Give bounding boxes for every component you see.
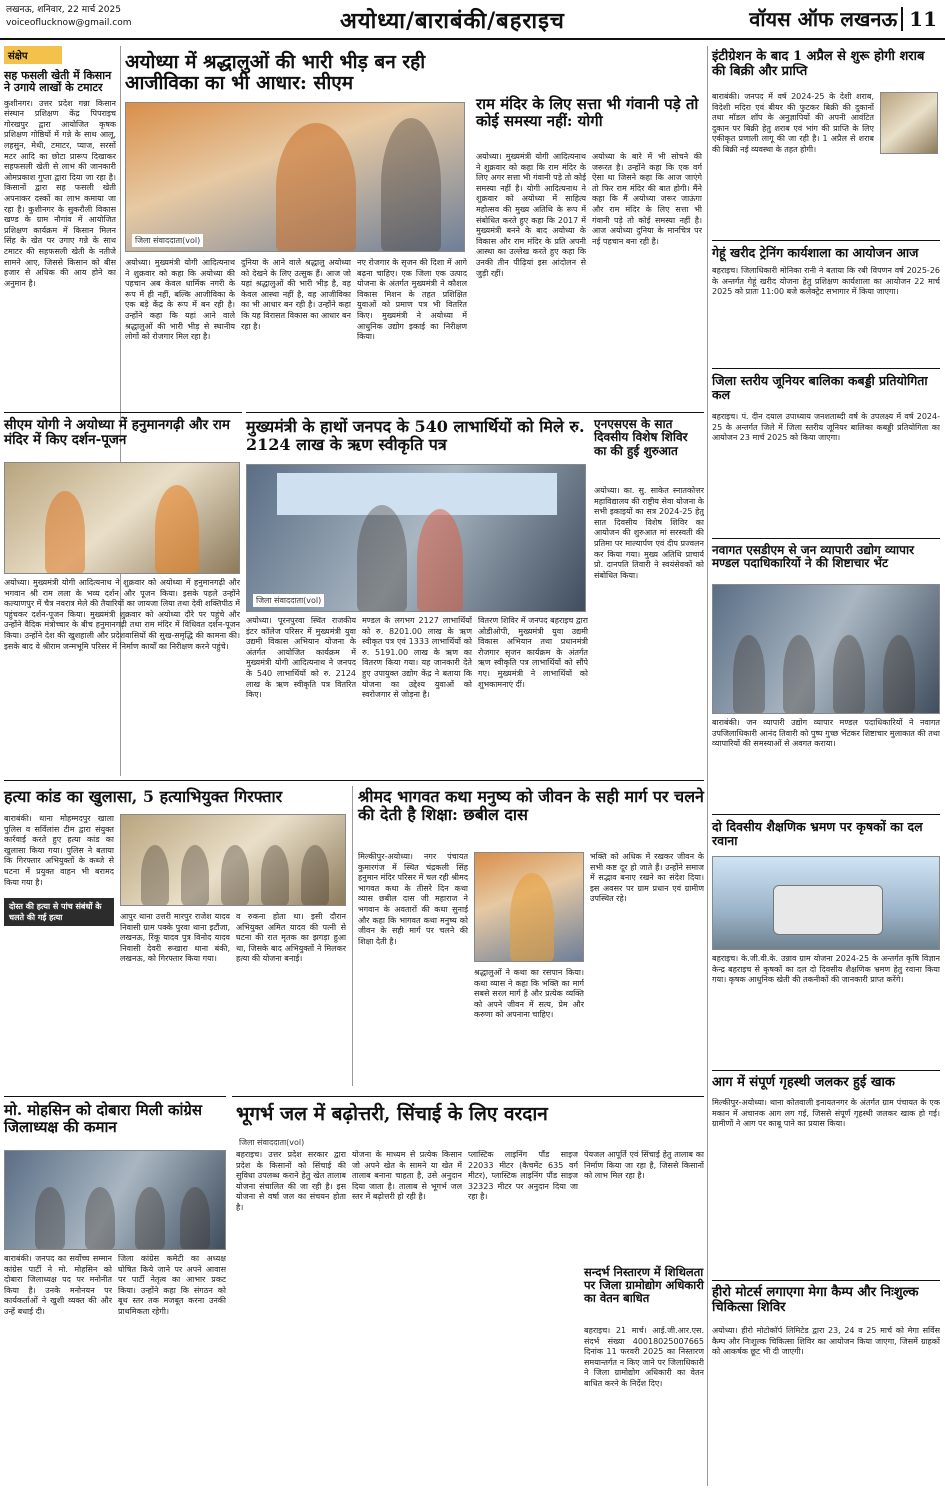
loan-col2: मण्डल के लगभग 2127 लाभार्थियों को रु. 8201.00 लाख के ऋण स्वीकृत पत्र एवं 1333 लाभार्थियों को रु. 5191.00 लाख के ऋण का वितरण किया गया। यह जानकारी देते हुए उपायुक्त उद्योग केंद्र ने बताया कि योजना का उद्देश्य युवाओं को स्वरोजगार से जोड़ना है।: [362, 616, 472, 700]
officer-headline: सन्दर्भ निस्तारण में शिथिलता पर जिला ग्रामोद्योग अधिकारी का वेतन बाधित: [584, 1265, 704, 1305]
groundwater-col1: बहराइच। उत्तर प्रदेश सरकार द्वारा प्रदेश के किसानों को सिंचाई की सुविधा उपलब्ध कराने हेतु खेत तालाब योजना संचालित की जा रही है। इस योजना से वर्षा जल का संचयन होता है।: [236, 1150, 346, 1212]
hanuman-body: अयोध्या। मुख्यमंत्री योगी आदित्यनाथ ने शुक्रवार को अयोध्या में हनुमानगढ़ी और भगवान श्री राम लला के भव्य दर्शन और पूजन किया। इसके पहले उन्होंने कल्याणपुर में चैत्र नवरात्र मेले की तैयारियों का जायजा लिया तथा देवी शक्तिपीठ में पहुंचकर दर्शन-पूजन किया। मुख्यमंत्री शुक्रवार को अयोध्या दौरे पर पहुंचे और उन्होंने वैदिक मंत्रोच्चार के बीच हनुमानगढ़ी तथा राम मंदिर में विधिवत दर्शन-पूजन किया। उन्होंने देश की खुशहाली और प्रदेशवासियों की सुख-समृद्धि की कामना की। इसके बाद वे श्रीराम जन्मभूमि परिसर में निर्माण कार्यों का निरीक्षण करने पहुंचे।: [4, 578, 240, 651]
date-line: लखनऊ, शनिवार, 22 मार्च 2025: [6, 5, 121, 15]
bhagwat-col1: मिल्कीपुर-अयोध्या। नगर पंचायत कुमारगंज में स्थित चंद्रकली सिंह हनुमान मंदिर परिसर में चल रही श्रीमद भागवत कथा के तीसरे दिन कथा व्यास छबील दास जी महाराज ने भगवान के अवतारों की कथा सुनाई और कहा कि भागवत कथा मनुष्य को जीवन के सही मार्ग पर चलने की शिक्षा देती है।: [358, 852, 468, 946]
wheat-body: बहराइच। जिलाधिकारी मोनिका रानी ने बताया कि रबी विपणन वर्ष 2025-26 के अन्तर्गत गेहूं खरीद योजना हेतु प्रशिक्षण कार्यशाला का आयोजन 22 मार्च 2025 को प्रातः 11:00 बजे कलेक्ट्रेट सभागार में किया जाएगा।: [712, 266, 940, 297]
sidebar-label: संक्षेप: [4, 46, 62, 64]
bhagwat-col3: भक्ति को अधिक में रखकर जीवन के सभी कष्ट दूर हो जाते हैं। उन्होंने समाज में सद्भाव बनाए रखने का संदेश दिया। इस अवसर पर ग्राम प्रधान एवं ग्रामीण उपस्थित रहे।: [590, 852, 704, 904]
ram-col1: अयोध्या। मुख्यमंत्री योगी आदित्यनाथ ने शुक्रवार को कहा कि राम मंदिर के लिए अगर सत्ता भी गंवानी पड़े तो कोई समस्या नहीं है। योगी आदित्यनाथ ने शुक्रवार को अयोध्या में साहित्य महोत्सव की मुख्य अतिथि के रूप में संबोधित करते हुए कहा कि 2017 में मुख्यमंत्री बनने के बाद अयोध्या के विकास और राम मंदिर के प्रति अपनी आस्था का उल्लेख करते हुए कहा कि उनकी तीन पीढ़ियां इस आंदोलन से जुड़ी रहीं।: [476, 152, 586, 278]
lead-photo-caption: जिला संवाददाता(vol): [132, 234, 203, 247]
nss-headline: एनएसएस के सात दिवसीय विशेष शिविर का की हुई शुरुआत: [594, 417, 688, 458]
hero-body: अयोध्या। हीरो मोटोकॉर्प लिमिटेड द्वारा 23, 24 व 25 मार्च को मेगा सर्विस कैम्प और निःशुल्क चिकित्सा शिविर का आयोजन किया जाएगा, जिसमें ग्राहकों को आकर्षक छूट भी दी जाएगी।: [712, 1326, 940, 1357]
tour-photo: [712, 856, 940, 950]
loan-photo-caption: जिला संवाददाता(vol): [253, 594, 324, 607]
page-number: 11: [901, 7, 937, 31]
lead-col3: नए रोजगार के सृजन की दिशा में आगे बढ़ना चाहिए। एक जिला एक उत्पाद योजना के अंतर्गत मुख्यमंत्री ने कौशल विकास मिशन के तहत प्रशिक्षित युवाओं को प्रमाण पत्र भी वितरित किए। मुख्यमंत्री ने अयोध्या में आधुनिक उद्योग इकाई का निरीक्षण किया।: [357, 258, 467, 342]
trader-body: बाराबंकी। जन व्यापारी उद्योग व्यापार मण्डल पदाधिकारियों ने नवागत उपजिलाधिकारी आनंद तिवारी को पुष्प गुच्छ भेंटकर शिष्टाचार मुलाकात की तथा व्यापारियों की समस्याओं से अवगत कराया।: [712, 718, 940, 749]
groundwater-col3: प्लास्टिक लाइनिंग पौंड साइज 22033 मीटर (कैचमेंट 635 वर्ग मीटर), प्लास्टिक लाइनिंग पौंड साइज 32323 मीटर पर अनुदान दिया जा रहा है।: [468, 1150, 578, 1202]
ram-headline: राम मंदिर के लिए सत्ता भी गंवानी पड़े तो कोई समस्या नहीं: योगी: [476, 95, 699, 130]
bhagwat-headline: श्रीमद भागवत कथा मनुष्य को जीवन के सही मार्ग पर चलने की देती है शिक्षा: छबील दास: [358, 787, 704, 824]
congress-photo: [4, 1150, 226, 1250]
nss-body: अयोध्या। का. सु. साकेत स्नातकोत्तर महाविद्यालय की राष्ट्रीय सेवा योजना के सभी इकाइयों का सत्र 2024-25 हेतु सात दिवसीय विशेष शिविर का आयोजन की शुरुआत मां सरस्वती की प्रतिमा पर माल्यार्पण एवं दीप प्रज्वलन कर किया गया। मुख्य अतिथि प्राचार्य प्रो. दानपति तिवारी ने स्वयंसेवकों को संबोधित किया।: [594, 486, 704, 580]
email-text[interactable]: voiceoflucknow@gmail.com: [6, 18, 132, 28]
tour-headline: दो दिवसीय शैक्षणिक भ्रमण पर कृषकों का दल रवाना: [712, 819, 923, 848]
lead-col2: दुनिया के आने वाले श्रद्धालु अयोध्या को देखने के लिए उत्सुक हैं। आज जो यहां श्रद्धालुओं की भारी भीड़ है, वह केवल आस्था नहीं है, वह आजीविका का भी आधार बन रही है। उन्होंने कहा कि यह विरासत विकास का आधार बन रहा है।: [241, 258, 351, 331]
groundwater-caption: जिला संवाददाता(vol): [236, 1136, 307, 1149]
hero-headline: हीरो मोटर्स लगाएगा मेगा कैम्प और निःशुल्क चिकित्सा शिविर: [712, 1285, 919, 1315]
fire-headline: आग में संपूर्ण गृहस्थी जलकर हुई खाक: [712, 1075, 895, 1090]
tour-body: बहराइच। के.जी.वी.के. उन्नाव ग्राम योजना 2024-25 के अन्तर्गत कृषि विज्ञान केन्द्र बहराइच से कृषकों का दल दो दिवसीय शैक्षणिक भ्रमण हेतु रवाना किया गया। कृषक आधुनिक खेती की तकनीकों की जानकारी प्राप्त करेंगे।: [712, 954, 940, 985]
bhagwat-photo: [474, 852, 584, 962]
masthead: [0, 0, 945, 40]
loan-photo: [246, 464, 586, 612]
lead-headline: अयोध्या में श्रद्धालुओं की भारी भीड़ बन रही आजीविका का भी आधार: सीएम: [125, 51, 426, 95]
sidebar-story1-body: कुशीनगर। उत्तर प्रदेश गन्ना किसान संस्थान प्रशिक्षण केंद्र पिपराइच गोरखपुर द्वारा आयोजित कृषक प्रशिक्षण गोष्ठियों में गन्ने के साथ आलू, लहसुन, मेथी, टमाटर, प्याज, सरसों मटर आदि का छोटा प्रारूप दिखाकर सहफसली खेती से लाभ की जानकारी ओमप्रकाश गुप्ता द्वारा दिया जा रहा है। किसानों द्वारा सह फसली खेती अपनाकर दस्कों का लाभ कमाया जा रहा है। कुशीनगर के सुकरौली विकास खण्ड के ग्राम नौगांव में आयोजित प्रशिक्षण कार्यक्रम में किसान मिलन सिंह के खेत पर उगाए गन्ने के साथ टमाटर की सहफसली खेती के नतीजे सामने आए, जिससे किसान को बीस हजार से अधिक की आय होने का अनुमान है।: [4, 98, 116, 288]
sidebar-story1-headline: सह फसली खेती में किसान ने उगाये लाखों के टमाटर: [4, 69, 112, 95]
loan-col1: अयोध्या। पूरनपुरवा स्थित राजकीय इंटर कॉलेज परिसर में मुख्यमंत्री युवा उद्यमी विकास अभियान योजना के अंतर्गत आयोजित कार्यक्रम में मुख्यमंत्री योगी आदित्यनाथ ने जनपद के 540 लाभार्थियों को रु. 2124 लाख के ऋण स्वीकृति पत्र वितरित किए।: [246, 616, 356, 700]
loan-headline: मुख्यमंत्री के हाथों जनपद के 540 लाभार्थियों को मिले रु. 2124 लाख के ऋण स्वीकृति पत्र: [246, 417, 585, 454]
officer-body: बहराइच। 21 मार्च। आई.जी.आर.एस. संदर्भ संख्या 40018025007665 दिनांक 11 फरवरी 2025 का निस्तारण समयान्तर्गत न किए जाने पर जिलाधिकारी ने जिला ग्रामोद्योग अधिकारी का वेतन बाधित करने के निर्देश दिए।: [584, 1326, 704, 1388]
groundwater-col4: पेयजल आपूर्ति एवं सिंचाई हेतु तालाब का निर्माण किया जा रहा है, जिससे किसानों को लाभ मिल रहा है।: [584, 1150, 704, 1181]
loan-col3: वितरण शिविर में जनपद बहराइच द्वारा ओडीओपी, मुख्यमंत्री युवा उद्यमी विकास अभियान तथा प्रधानमंत्री रोजगार सृजन कार्यक्रम के अंतर्गत ऋण स्वीकृति पत्र लाभार्थियों को सौंपे गए। मुख्यमंत्री ने लाभार्थियों को शुभकामनाएं दीं।: [478, 616, 588, 689]
kabaddi-body: बहराइच। पं. दीन दयाल उपाध्याय जनशताब्दी वर्ष के उपलक्ष्य में वर्ष 2024-25 के अन्तर्गत जिले में जिला स्तरीय जूनियर बालिका कबड्डी प्रतियोगिता का आयोजन 23 मार्च 2025 को किया जाएगा।: [712, 412, 940, 443]
murder-note: दोस्त की हत्या से पांच संबंधों के चलते की गई हत्या: [4, 898, 114, 926]
murder-photo: [120, 814, 346, 906]
trader-headline: नवागत एसडीएम से जन व्यापारी उद्योग व्यापार मण्डल पदाधिकारियों ने की शिष्टाचार भेंट: [712, 543, 914, 571]
murder-col2: आपुर थाना उत्तरी मारपुर राजेश यादव निवासी ग्राम पक्के पुरवा थाना इटौंजा, लखनऊ, रिंकू यादव पुत्र विनोद यादव निवासी देवरी रूखारा थाना बंकी, लखनऊ, को गिरफ्तार किया गया।: [120, 912, 230, 964]
lead-col1: अयोध्या। मुख्यमंत्री योगी आदित्यनाथ ने शुक्रवार को कहा कि अयोध्या की पहचान अब केवल धार्मिक नगरी के रूप में ही नहीं, बल्कि आजीविका के एक बड़े केंद्र के रूप में बन रही है। उन्होंने कहा कि यहां आने वाले श्रद्धालुओं की भारी भीड़ से स्थानीय लोगों को रोजगार मिल रहा है।: [125, 258, 235, 342]
sidebar: [4, 46, 116, 406]
section-title: अयोध्या/बाराबंकी/बहराइच: [340, 8, 565, 34]
paper-name: [749, 5, 937, 32]
hanuman-headline: सीएम योगी ने अयोध्या में हनुमानगढ़ी और राम मंदिर में किए दर्शन-पूजन: [4, 417, 230, 449]
liquor-photo: [880, 92, 938, 154]
kabaddi-headline: जिला स्तरीय जूनियर बालिका कबड्डी प्रतियोगिता कल: [712, 373, 928, 402]
lead-photo: [125, 102, 465, 252]
trader-photo: [712, 584, 940, 714]
congress-col1: बाराबंकी। जनपद का सर्वोच्च सम्मान कांग्रेस पार्टी ने मो. मोहसिन को दोबारा जिलाध्यक्ष पद पर मनोनीत किया है। उनके मनोनयन पर कार्यकर्ताओं ने खुशी व्यक्त की और उन्हें बधाई दी।: [4, 1254, 112, 1316]
congress-col2: जिला कांग्रेस कमेटी का अध्यक्ष घोषित किये जाने पर अपने आवास पर पार्टी नेतृत्व का आभार प्रकट किया। उन्होंने कहा कि संगठन को बूथ स्तर तक मजबूत करना उनकी प्राथमिकता रहेगी।: [118, 1254, 226, 1316]
groundwater-headline: भूगर्भ जल में बढ़ोत्तरी, सिंचाई के लिए वरदान: [236, 1103, 548, 1125]
congress-headline: मो. मोहसिन को दोबारा मिली कांग्रेस जिलाध्यक्ष की कमान: [4, 1101, 202, 1136]
hanuman-photo: [4, 462, 240, 574]
groundwater-col2: योजना के माध्यम से प्रत्येक किसान जो अपने खेत के सामने या खेत में तालाब बनाना चाहता है, उसे अनुदान दिया जाता है। तालाब से भूगर्भ जल स्तर में बढ़ोत्तरी हो रही है।: [352, 1150, 462, 1202]
bhagwat-col2: श्रद्धालुओं ने कथा का रसपान किया। कथा व्यास ने कहा कि भक्ति का मार्ग सबसे सरल मार्ग है और प्रत्येक व्यक्ति को अपने जीवन में सत्य, प्रेम और करुणा को अपनाना चाहिए।: [474, 968, 584, 1020]
wheat-headline: गेहूं खरीद ट्रेनिंग कार्यशाला का आयोजन आज: [712, 245, 919, 260]
paper-title: वॉयस ऑफ लखनऊ: [749, 7, 898, 31]
masthead-left: [6, 4, 132, 30]
murder-body: बाराबंकी। थाना मोहम्मदपुर खाला पुलिस व सर्विलांस टीम द्वारा संयुक्त कार्रवाई करते हुए हत्या कांड का खुलासा किया गया। पुलिस ने बताया कि गिरफ्तार अभियुक्तों के कब्जे से घटना में प्रयुक्त वाहन भी बरामद किया गया है।: [4, 814, 114, 887]
liquor-headline: इंटीग्रेशन के बाद 1 अप्रैल से शुरू होगी शराब की बिक्री और प्राप्ति: [712, 49, 925, 79]
liquor-body: बाराबंकी। जनपद में वर्ष 2024-25 के देशी शराब, विदेशी मदिरा एवं बीयर की फुटकर बिक्री की दुकानों तथा मॉडल शॉप के अनुज्ञापियों की अपनी आवंटित दुकान पर बिक्री हेतु शराब एवं भांग की प्राप्ति के लिए एकीकृत प्रणाली लागू की जा रही है। 1 अप्रैल से शराब की बिक्री नई व्यवस्था के तहत होगी।: [712, 92, 874, 154]
murder-col3: व रुकना होता था। इसी दौरान अभियुक्त अमित यादव की पत्नी से घटना की रात मृतक का झगड़ा हुआ था, जिसके बाद अभियुक्तों ने मिलकर हत्या की योजना बनाई।: [236, 912, 346, 964]
fire-body: मिल्कीपुर-अयोध्या। थाना कोतवाली इनायतनगर के अंतर्गत ग्राम पंचायत के एक मकान में अचानक आग लग गई, जिससे संपूर्ण गृहस्थी जलकर खाक हो गई। ग्रामीणों ने आग पर काबू पाने का प्रयास किया।: [712, 1098, 940, 1129]
murder-headline: हत्या कांड का खुलासा, 5 हत्याभियुक्त गिरफ्तार: [4, 787, 283, 806]
ram-col2: अयोध्या के बारे में भी सोचने की जरूरत है। उन्होंने कहा कि एक वर्ग ऐसा था जिसने कहा कि आज जाएंगे तो फिर राम मंदिर की बात होगी। मैंने कहा कि मैं अयोध्या जरूर जाऊंगा और राम मंदिर के लिए सत्ता भी गंवानी पड़े तो कोई समस्या नहीं है। आज अयोध्या दुनिया के मानचित्र पर नई पहचान बना रही है।: [592, 152, 702, 246]
